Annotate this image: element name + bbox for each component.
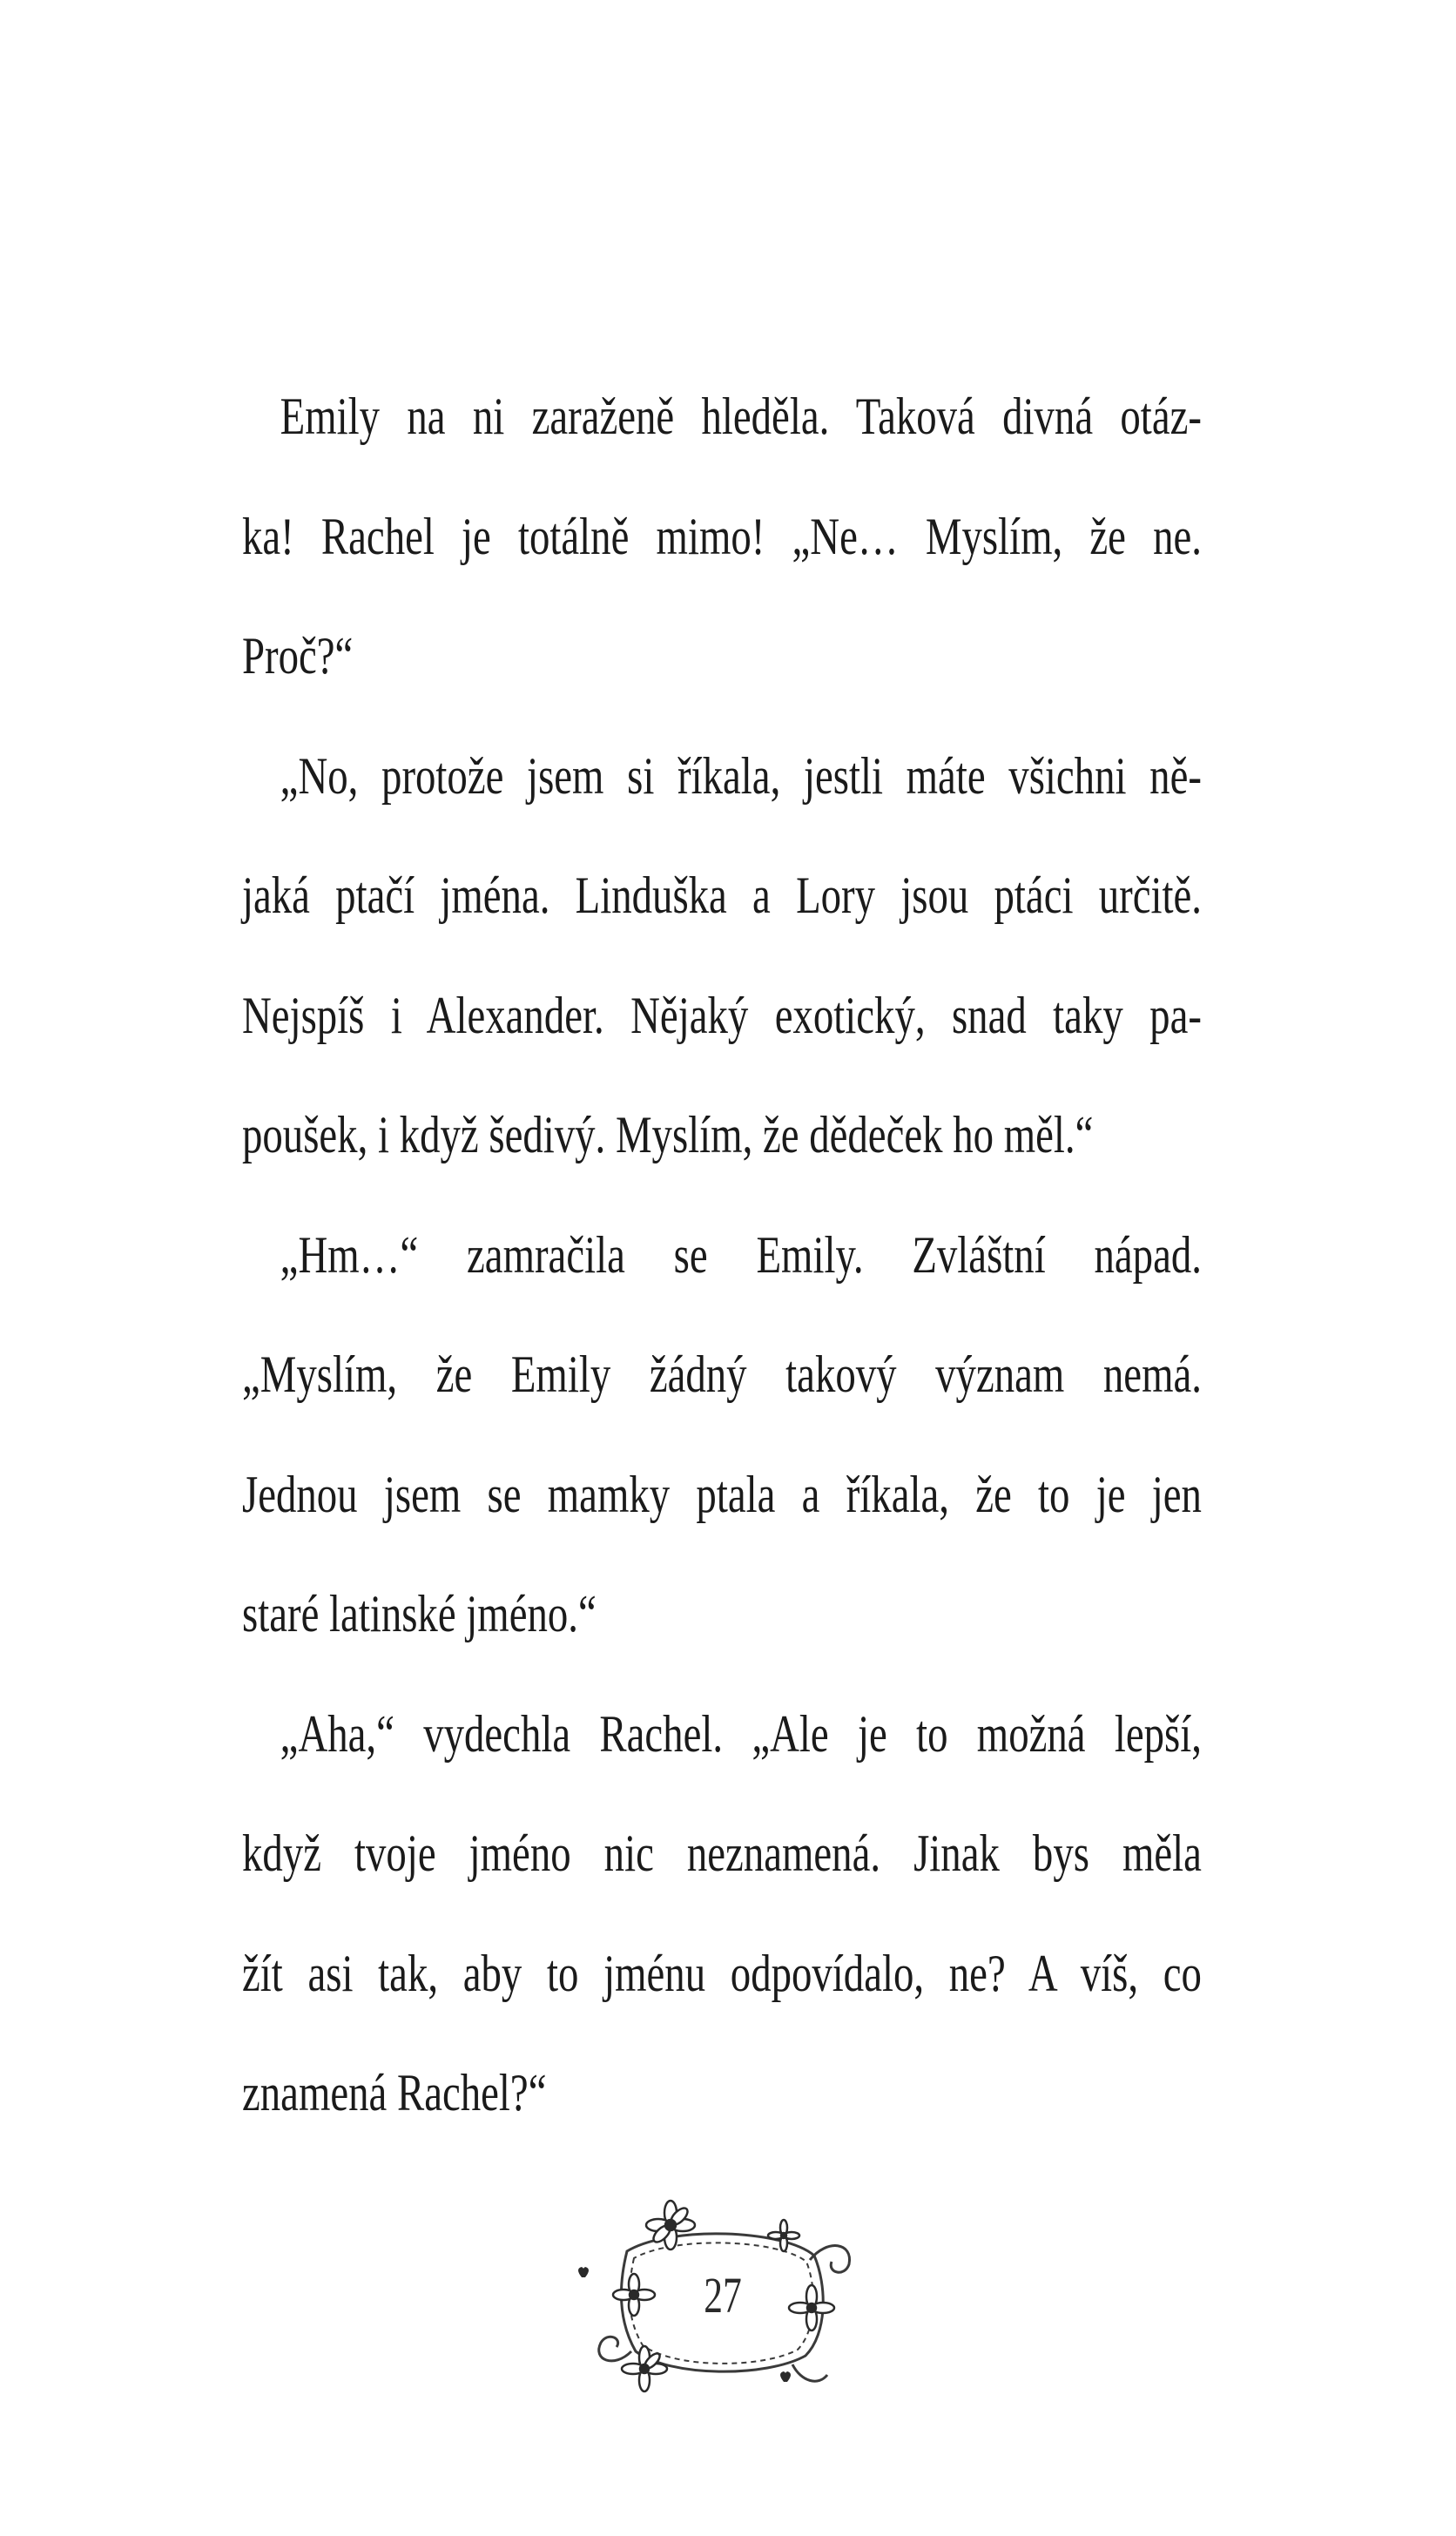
text-line: „Hm…“ zamračila se Emily. Zvláštní nápad. [280, 1225, 1202, 1284]
text-line: Emily na ni zaraženě hleděla. Taková divná otáz- [280, 388, 1202, 445]
body-text [242, 357, 1202, 2154]
text-line: „Aha,“ vydechla Rachel. „Ale je to možná lepší, [280, 1704, 1202, 1763]
text-line: poušek, i když šedivý. Myslím, že dědeček ho měl.“ [242, 1106, 1094, 1163]
text-line: Jednou jsem se mamky ptala a říkala, že to je jen [242, 1465, 1202, 1523]
text-line: ka! Rachel je totálně mimo! „Ne… Myslím, že ne. [242, 507, 1202, 565]
text-line: „Myslím, že Emily žádný takový význam nemá. [242, 1346, 1202, 1403]
page-number: 27 [704, 2266, 742, 2324]
page-number-ornament [566, 2190, 880, 2399]
text-line: znamená Rachel?“ [242, 2064, 547, 2121]
text-line: jaká ptačí jména. Linduška a Lory jsou ptáci určitě. [242, 867, 1202, 924]
text-line: Proč?“ [242, 627, 354, 685]
text-line: „No, protože jsem si říkala, jestli máte všichni ně- [280, 746, 1202, 805]
text-line: Nejspíš i Alexander. Nějaký exotický, snad taky pa- [242, 986, 1202, 1044]
text-line: staré latinské jméno.“ [242, 1585, 597, 1642]
text-line: když tvoje jméno nic neznamená. Jinak bys měla [242, 1824, 1202, 1882]
text-line: žít asi tak, aby to jménu odpovídalo, ne? A víš, co [242, 1944, 1202, 2002]
